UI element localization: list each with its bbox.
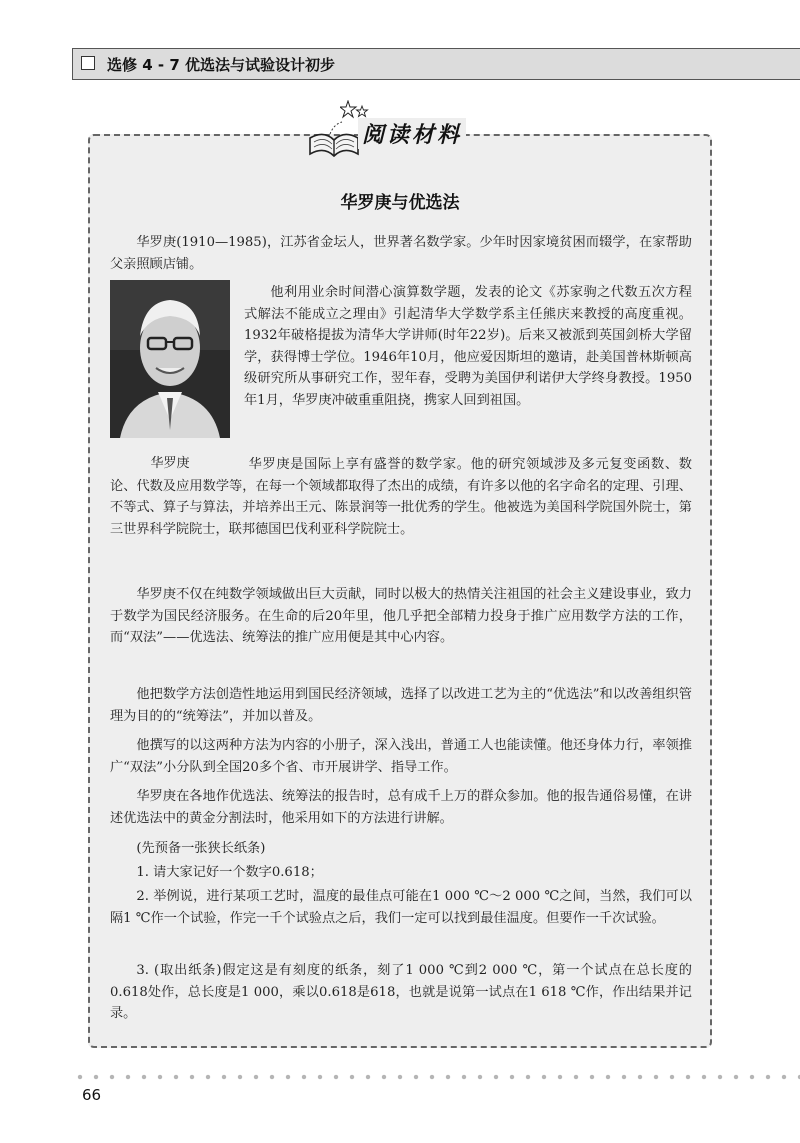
paragraph-11: 3. (取出纸条)假定这是有刻度的纸条，刻了1 000 ℃到2 000 ℃，第一个试点在总长度的0.618处作，总长度是1 000，乘以0.618是618，也就是说第一试点在1 618 ℃作，作出结果并记录。	[110, 963, 692, 1021]
portrait-illustration	[110, 280, 230, 438]
portrait-photo	[110, 280, 230, 438]
footer-dotted-rule	[72, 1074, 800, 1080]
paragraph-7: 华罗庚在各地作优选法、统筹法的报告时，总有成千上万的群众参加。他的报告通俗易懂，在讲述优选法中的黄金分割法时，他采用如下的方法进行讲解。	[110, 789, 692, 826]
paragraph-2: 他利用业余时间潜心演算数学题，发表的论文《苏家驹之代数五次方程式解法不能成立之理由》引起清华大学数学系主任熊庆来教授的高度重视。1932年破格提拔为清华大学讲师(时年22岁)。后来又被派到英国剑桥大学留学，获得博士学位。1946年10月，他应爱因斯坦的邀请，赴美国普林斯顿高级研究所从事研究工作，翌年春，受聘为美国伊利诺伊大学终身教授。1950年1月，华罗庚冲破重重阻挠，携家人回到祖国。	[244, 285, 692, 408]
chapter-title: 选修 4 - 7 优选法与试验设计初步	[107, 56, 335, 74]
page-number: 66	[82, 1086, 102, 1104]
chapter-header	[72, 48, 800, 80]
article-title: 华罗庚与优选法	[340, 193, 460, 213]
header-square-icon	[81, 56, 95, 70]
paragraph-1: 华罗庚(1910—1985)，江苏省金坛人，世界著名数学家。少年时因家境贫困而辍学，在家帮助父亲照顾店铺。	[110, 235, 692, 272]
paragraph-4: 华罗庚不仅在纯数学领域做出巨大贡献，同时以极大的热情关注祖国的社会主义建设事业，致力于数学为国民经济服务。在生命的后20年里，他几乎把全部精力投身于推广应用数学方法的工作，而“双法”——优选法、统筹法的推广应用便是其中心内容。	[110, 587, 692, 645]
paragraph-9: 1. 请大家记好一个数字0.618；	[136, 865, 323, 880]
paragraph-3: 华罗庚是国际上享有盛誉的数学家。他的研究领域涉及多元复变函数、数论、代数及应用数学等，在每一个领域都取得了杰出的成绩，有许多以他的名字命名的定理、引理、不等式、算子与算法，并培养出王元、陈景润等一批优秀的学生。他被选为美国科学院国外院士，第三世界科学院院士，联邦德国巴伐利亚科学院院士。	[110, 457, 692, 537]
paragraph-8: (先预备一张狭长纸条)	[136, 841, 266, 856]
photo-caption: 华罗庚	[150, 456, 190, 471]
paragraph-10: 2. 举例说，进行某项工艺时，温度的最佳点可能在1 000 ℃～2 000 ℃之间，当然，我们可以隔1 ℃作一个试验，作完一千个试验点之后，我们一定可以找到最佳温度。但要作一千次试验。	[110, 889, 692, 926]
reading-material-label: 阅读材料	[358, 118, 466, 149]
paragraph-6: 他撰写的以这两种方法为内容的小册子，深入浅出，普通工人也能读懂。他还身体力行，率领推广“双法”小分队到全国20多个省、市开展讲学、指导工作。	[110, 738, 692, 775]
reading-material-badge	[318, 104, 486, 160]
paragraph-5: 他把数学方法创造性地运用到国民经济领域，选择了以改进工艺为主的“优选法”和以改善组织管理为目的的“统筹法”，并加以普及。	[110, 687, 692, 724]
